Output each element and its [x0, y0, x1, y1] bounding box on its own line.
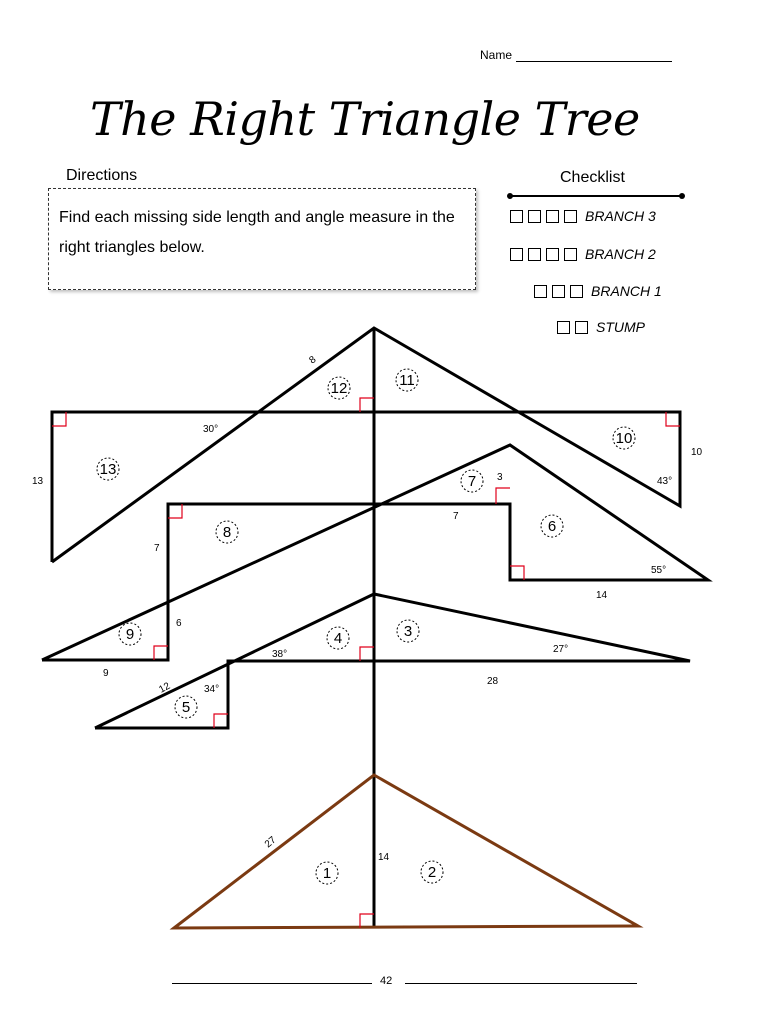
triangle-number-2: 2: [427, 864, 437, 881]
label-t7-side-long: 7: [453, 511, 459, 522]
stump-triangle: [174, 775, 638, 928]
footer-rule-left: [172, 983, 372, 984]
triangle-number-5: 5: [181, 699, 191, 716]
label-t6-angle: 55°: [651, 565, 667, 576]
right-angle-mark: [510, 566, 524, 580]
checklist-heading: Checklist: [560, 169, 625, 186]
label-t13-side: 13: [32, 476, 44, 487]
label-t3-angle: 27°: [553, 644, 569, 655]
triangle-number-9: 9: [125, 626, 135, 643]
triangle-number-11: 11: [399, 372, 415, 389]
right-angle-mark: [168, 504, 182, 518]
checklist-label: BRANCH 1: [591, 283, 662, 299]
label-t12-side: 8: [307, 354, 319, 367]
triangle-number-13: 13: [99, 461, 117, 478]
directions-text: Find each missing side length and angle measure in the right triangles below.: [59, 209, 455, 256]
right-angle-mark: [360, 647, 374, 661]
label-t1-side: 27: [262, 834, 279, 851]
triangle-number-1: 1: [322, 865, 332, 882]
label-t3-side: 28: [487, 676, 499, 687]
footer-rule-right: [405, 983, 637, 984]
label-t5-angle: 34°: [204, 684, 220, 695]
label-t7-side-short: 3: [497, 472, 503, 483]
triangle-number-12: 12: [330, 380, 348, 397]
triangle-number-3: 3: [403, 623, 413, 640]
right-angle-mark: [154, 646, 168, 660]
checklist-label: STUMP: [596, 319, 645, 335]
name-label: Name: [480, 48, 513, 62]
checklist-label: BRANCH 2: [585, 246, 656, 262]
label-t8-side: 7: [154, 543, 160, 554]
right-angle-mark: [496, 488, 510, 504]
triangle-number-4: 4: [333, 630, 343, 647]
triangle-number-6: 6: [547, 518, 557, 535]
label-t9-side-base: 9: [103, 668, 109, 679]
directions-heading: Directions: [66, 167, 138, 184]
label-t4-angle: 38°: [272, 649, 288, 660]
branch-3-outline: [52, 328, 680, 562]
page-title: The Right Triangle Tree: [90, 92, 640, 146]
triangle-number-10: 10: [615, 430, 633, 447]
label-t10-angle: 43°: [657, 476, 673, 487]
page-number: 42: [380, 975, 393, 987]
label-t9-side-vertical: 6: [176, 618, 182, 629]
right-angle-mark: [214, 714, 228, 728]
label-t6-side: 14: [596, 590, 608, 601]
label-t5-side: 12: [157, 680, 173, 696]
triangle-number-8: 8: [222, 524, 232, 541]
checklist-label: BRANCH 3: [585, 208, 656, 224]
label-t10-side: 10: [691, 447, 703, 458]
triangle-number-7: 7: [467, 473, 477, 490]
label-t1-height: 14: [378, 852, 390, 863]
label-t13-angle: 30°: [203, 424, 219, 435]
right-angle-mark: [666, 412, 680, 426]
right-angle-mark: [52, 412, 66, 426]
right-angle-mark: [360, 398, 374, 412]
